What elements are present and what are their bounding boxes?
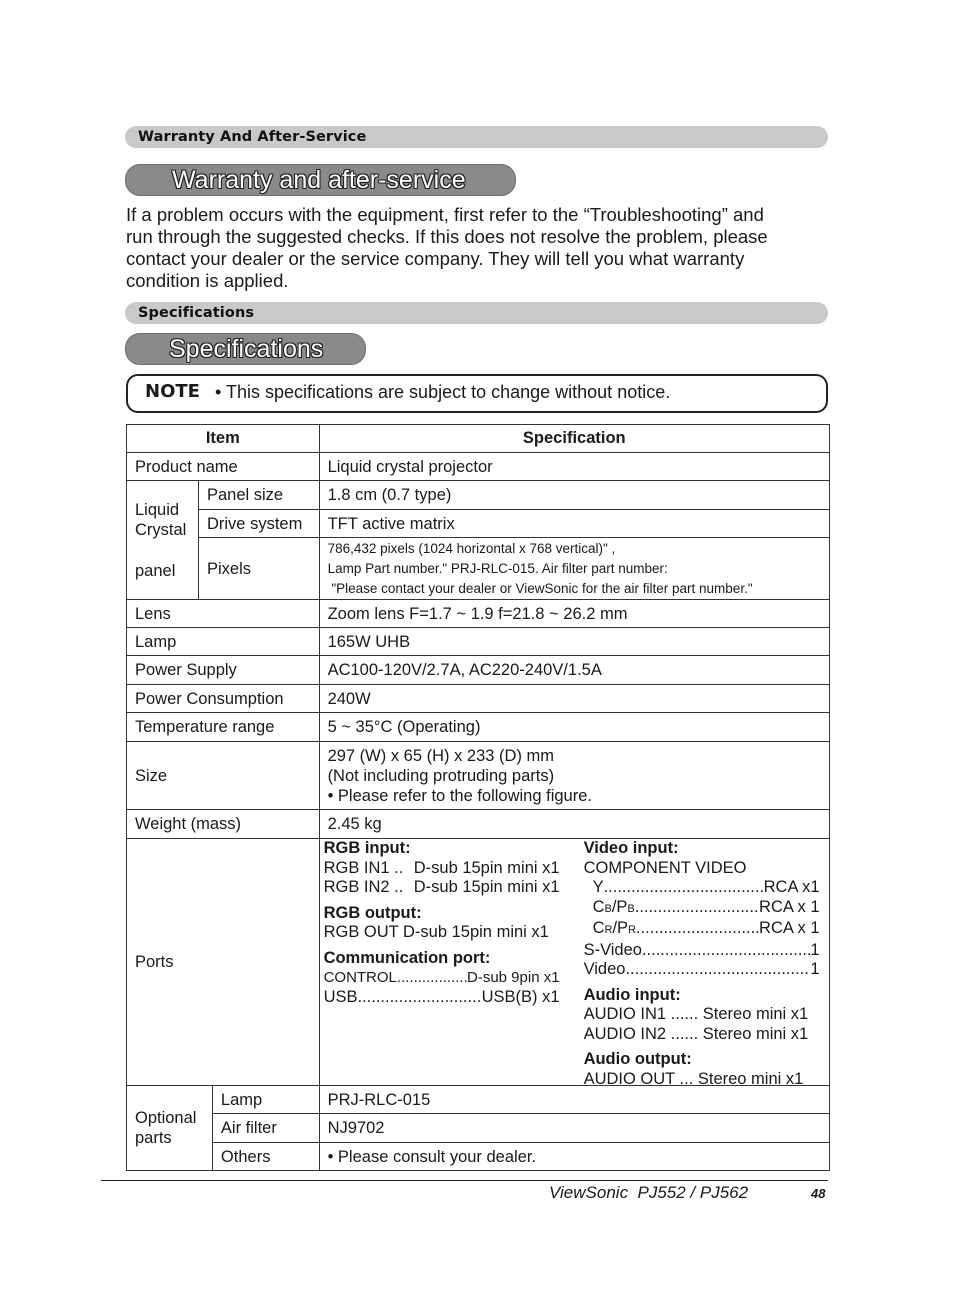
port-value: USB(B) x1 bbox=[481, 987, 560, 1006]
row-spec: 5 ~ 35°C (Operating) bbox=[319, 713, 829, 742]
spec-table bbox=[126, 424, 830, 1171]
port-value: RCA x 1 bbox=[759, 919, 820, 937]
group-label: parts bbox=[135, 1129, 172, 1147]
table-row bbox=[127, 1086, 830, 1114]
port-value: 1 bbox=[810, 940, 820, 959]
group-label: Liquid bbox=[135, 500, 180, 519]
port-heading: Audio input: bbox=[583, 985, 681, 1004]
port-line: AUDIO IN1 ...... Stereo mini x1 bbox=[583, 1005, 809, 1023]
note-text: • This specifications are subject to change without notice. bbox=[215, 382, 671, 402]
section-title-specifications bbox=[125, 333, 366, 365]
row-item: Power Consumption bbox=[127, 685, 320, 713]
port-label: Video bbox=[583, 960, 626, 978]
port-label: RGB IN1 .. bbox=[323, 858, 404, 877]
port-heading: RGB input: bbox=[323, 839, 411, 857]
row-item: Temperature range bbox=[127, 713, 320, 742]
port-heading: Audio output: bbox=[583, 1050, 692, 1068]
port-label: CB/PB bbox=[592, 897, 635, 916]
row-spec: Zoom lens F=1.7 ~ 1.9 f=21.8 ~ 26.2 mm bbox=[319, 600, 829, 628]
spec-line: 786,432 pixels (1024 horizontal x 768 vertical)" , bbox=[327, 540, 616, 556]
row-spec: 165W UHB bbox=[319, 628, 829, 656]
intro-paragraph bbox=[126, 204, 826, 292]
table-row bbox=[127, 713, 830, 742]
note-label: NOTE bbox=[145, 381, 200, 402]
port-label: CR/PR bbox=[592, 919, 636, 937]
table-row bbox=[127, 742, 830, 810]
footer-divider bbox=[101, 1180, 828, 1181]
port-value: 1 bbox=[810, 960, 820, 978]
port-heading: Communication port: bbox=[323, 948, 491, 967]
section-title-warranty bbox=[125, 164, 516, 196]
port-label: USB bbox=[323, 987, 358, 1006]
port-line: AUDIO IN2 ...... Stereo mini x1 bbox=[583, 1024, 809, 1043]
row-spec: Liquid crystal projector bbox=[319, 453, 829, 481]
row-group-lcd bbox=[127, 481, 199, 600]
row-item: Weight (mass) bbox=[127, 810, 320, 839]
port-label: Y bbox=[592, 878, 604, 896]
table-row bbox=[127, 600, 830, 628]
ports-right-column bbox=[584, 839, 820, 1089]
spec-line: • Please refer to the following figure. bbox=[327, 786, 592, 805]
section-title-text: Warranty and after-service bbox=[172, 166, 466, 194]
row-spec-ports bbox=[319, 839, 829, 1086]
spec-line: (Not including protruding parts) bbox=[327, 766, 555, 785]
port-value: D-sub 15pin mini x1 bbox=[413, 878, 560, 896]
section-tab-label: Warranty And After-Service bbox=[138, 129, 367, 145]
row-spec: 240W bbox=[319, 685, 829, 713]
row-spec: NJ9702 bbox=[319, 1114, 829, 1143]
row-item: Drive system bbox=[198, 510, 319, 538]
table-row-ports bbox=[127, 839, 830, 1086]
section-title-text: Specifications bbox=[169, 335, 324, 363]
table-row bbox=[127, 510, 830, 538]
row-item: Others bbox=[212, 1143, 319, 1171]
port-line: COMPONENT VIDEO bbox=[583, 858, 747, 877]
port-heading: Video input: bbox=[583, 839, 679, 857]
intro-line: contact your dealer or the service company. They will tell you what warranty bbox=[126, 248, 745, 269]
intro-line: If a problem occurs with the equipment, first refer to the “Troubleshooting” and bbox=[126, 204, 764, 225]
row-item: Size bbox=[127, 742, 320, 810]
port-value: RCA x 1 bbox=[759, 897, 820, 916]
row-spec: AC100-120V/2.7A, AC220-240V/1.5A bbox=[319, 656, 829, 685]
spec-line: "Please contact your dealer or ViewSonic for the air filter part number." bbox=[327, 580, 753, 596]
intro-line: condition is applied. bbox=[126, 270, 289, 291]
table-row bbox=[127, 1114, 830, 1143]
row-item: Lens bbox=[127, 600, 320, 628]
group-label: Crystal bbox=[135, 520, 187, 539]
footer-brand: ViewSonic PJ552 / PJ562 bbox=[549, 1183, 749, 1202]
row-item: Panel size bbox=[198, 481, 319, 510]
spec-line: Lamp Part number." PRJ-RLC-015. Air filter part number: bbox=[327, 560, 668, 576]
table-row bbox=[127, 453, 830, 481]
row-item: Pixels bbox=[198, 538, 319, 600]
port-heading: RGB output: bbox=[323, 903, 422, 922]
intro-line: run through the suggested checks. If this does not resolve the problem, please bbox=[126, 226, 768, 247]
table-header-row bbox=[127, 425, 830, 453]
row-spec: TFT active matrix bbox=[319, 510, 829, 538]
port-label: S-Video bbox=[583, 940, 642, 959]
section-tab-label: Specifications bbox=[138, 305, 255, 321]
table-row bbox=[127, 628, 830, 656]
port-value: RCA x1 bbox=[763, 878, 820, 896]
table-row bbox=[127, 656, 830, 685]
row-spec-size bbox=[319, 742, 829, 810]
table-row bbox=[127, 538, 830, 600]
row-item: Product name bbox=[127, 453, 320, 481]
table-row bbox=[127, 481, 830, 510]
col-header-spec: Specification bbox=[319, 425, 829, 453]
row-item: Ports bbox=[127, 839, 320, 1086]
table-row bbox=[127, 810, 830, 839]
port-line: AUDIO OUT ... Stereo mini x1 bbox=[583, 1069, 804, 1088]
port-value: D-sub 9pin x1 bbox=[467, 969, 560, 986]
col-header-item: Item bbox=[127, 425, 320, 453]
section-tab-specifications bbox=[125, 302, 828, 324]
note-box bbox=[126, 374, 828, 413]
group-label: panel bbox=[135, 561, 176, 580]
row-spec: 2.45 kg bbox=[319, 810, 829, 839]
ports-left-column bbox=[324, 839, 560, 1007]
port-value: D-sub 15pin mini x1 bbox=[413, 858, 560, 877]
row-item: Lamp bbox=[212, 1086, 319, 1114]
section-tab-warranty bbox=[125, 126, 828, 148]
row-spec: PRJ-RLC-015 bbox=[319, 1086, 829, 1114]
row-spec-pixels bbox=[319, 538, 829, 600]
port-line: RGB OUT D-sub 15pin mini x1 bbox=[323, 923, 549, 941]
table-row bbox=[127, 685, 830, 713]
row-spec: 1.8 cm (0.7 type) bbox=[319, 481, 829, 510]
port-label: RGB IN2 .. bbox=[323, 878, 404, 896]
port-label: CONTROL bbox=[323, 969, 397, 986]
group-label: Optional bbox=[135, 1109, 197, 1127]
page-number: 48 bbox=[811, 1186, 826, 1201]
spec-line: 297 (W) x 65 (H) x 233 (D) mm bbox=[327, 746, 555, 765]
row-item: Lamp bbox=[127, 628, 320, 656]
row-item: Air filter bbox=[212, 1114, 319, 1143]
table-row bbox=[127, 1143, 830, 1171]
row-group-optional bbox=[127, 1086, 213, 1171]
row-spec: • Please consult your dealer. bbox=[319, 1143, 829, 1171]
row-item: Power Supply bbox=[127, 656, 320, 685]
